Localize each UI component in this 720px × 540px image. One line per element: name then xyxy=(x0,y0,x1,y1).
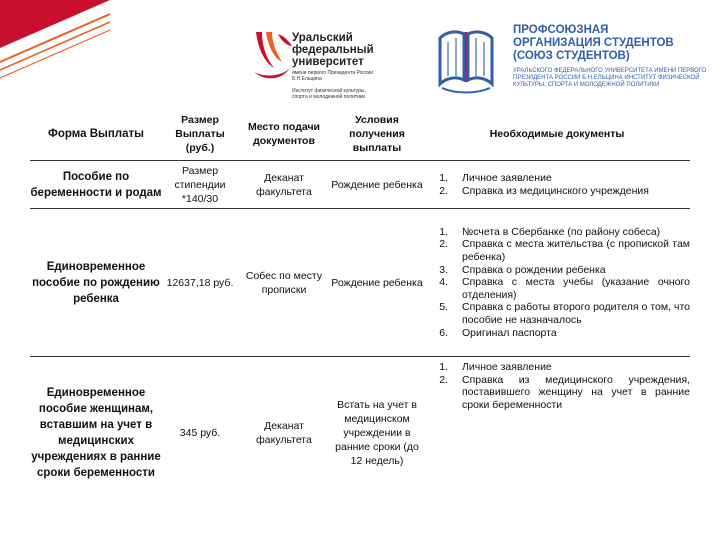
institute-name: Институт физической культуры, спорта и молодежной политики xyxy=(292,88,366,100)
cell-place: Деканат факультета xyxy=(238,161,330,209)
list-item: 5. Справка с работы второго родителя о том, что пособие не назначалось xyxy=(439,301,690,326)
cell-place: Собес по месту прописки xyxy=(238,209,330,357)
union-title xyxy=(513,24,674,63)
header-documents: Необходимые документы xyxy=(489,127,625,140)
documents-list xyxy=(424,226,690,339)
cell-amount: Размер стипендии *140/30 xyxy=(162,161,238,209)
list-item: 1. Личное заявление xyxy=(439,361,552,373)
university-name-line: Уральский xyxy=(292,32,353,44)
university-name-line: университет xyxy=(292,56,364,68)
list-item: 2. Справка с места жительства (с пропиской там ребенка) xyxy=(439,238,690,264)
university-name xyxy=(292,32,374,68)
union-title-line: (СОЮЗ СТУДЕНТОВ) xyxy=(513,50,630,62)
cell-documents xyxy=(424,209,690,357)
list-item: 4. Справка с места учебы (указание очного отделения) xyxy=(439,276,690,301)
corner-decoration xyxy=(0,0,110,80)
list-item: 3. Справка о рождении ребенка xyxy=(439,263,606,276)
cell-place: Деканат факультета xyxy=(238,357,330,509)
cell-documents xyxy=(424,161,690,209)
header-amount: Размер Выплаты (руб.) xyxy=(175,114,225,154)
header-form: Форма Выплаты xyxy=(48,128,144,140)
union-title-line: ОРГАНИЗАЦИЯ СТУДЕНТОВ xyxy=(513,37,674,49)
cell-documents xyxy=(424,357,690,509)
university-subtitle: имени первого Президента России Б.Н.Ельцина xyxy=(292,70,373,82)
cell-form: Пособие по беременности и родам xyxy=(30,161,162,209)
documents-list xyxy=(424,172,690,197)
urfu-logo-icon xyxy=(248,28,296,86)
list-item: 1. №счета в Сбербанке (по району собеса) xyxy=(439,225,661,238)
cell-form: Единовременное пособие по рождению ребенка xyxy=(30,209,162,357)
table-row xyxy=(30,209,690,357)
header-place: Место подачи документов xyxy=(247,121,321,147)
documents-list xyxy=(424,361,690,411)
union-book-logo-icon xyxy=(436,22,496,98)
table-header-row xyxy=(30,108,690,161)
cell-conditions: Рождение ребенка xyxy=(330,209,424,357)
list-item: 1. Личное заявление xyxy=(439,171,552,184)
list-item: 2. Справка из медицинского учреждения xyxy=(439,184,649,197)
university-name-line: федеральный xyxy=(292,44,374,56)
header-conditions: Условия получения выплаты xyxy=(349,114,405,154)
list-item: 2. Справка из медицинского учреждения, поставившего женщину на учет в ранние сроки беременности xyxy=(439,373,690,411)
table-row xyxy=(30,357,690,509)
cell-amount: 12637,18 руб. xyxy=(162,209,238,357)
cell-conditions: Встать на учет в медицинском учреждении в ранние сроки (до 12 недель) xyxy=(330,357,424,509)
table-row xyxy=(30,161,690,209)
payments-table xyxy=(30,108,690,509)
union-title-line: ПРОФСОЮЗНАЯ xyxy=(513,24,609,36)
union-subtitle: УРАЛЬСКОГО ФЕДЕРАЛЬНОГО УНИВЕРСИТЕТА ИМЕНИ ПЕРВОГО ПРЕЗИДЕНТА РОССИИ Б.Н.ЕЛЬЦИНА ИНСТИТУТ ФИЗИЧЕСКОЙ КУЛЬТУРЫ, СПОРТА И МОЛОДЕЖНОЙ ПОЛИТИКИ xyxy=(513,68,707,88)
cell-form: Единовременное пособие женщинам, вставшим на учет в медицинских учреждениях в ранние сроки беременности xyxy=(30,357,162,509)
cell-amount: 345 руб. xyxy=(162,357,238,509)
cell-conditions: Рождение ребенка xyxy=(330,161,424,209)
list-item: 6. Оригинал паспорта xyxy=(439,326,557,339)
